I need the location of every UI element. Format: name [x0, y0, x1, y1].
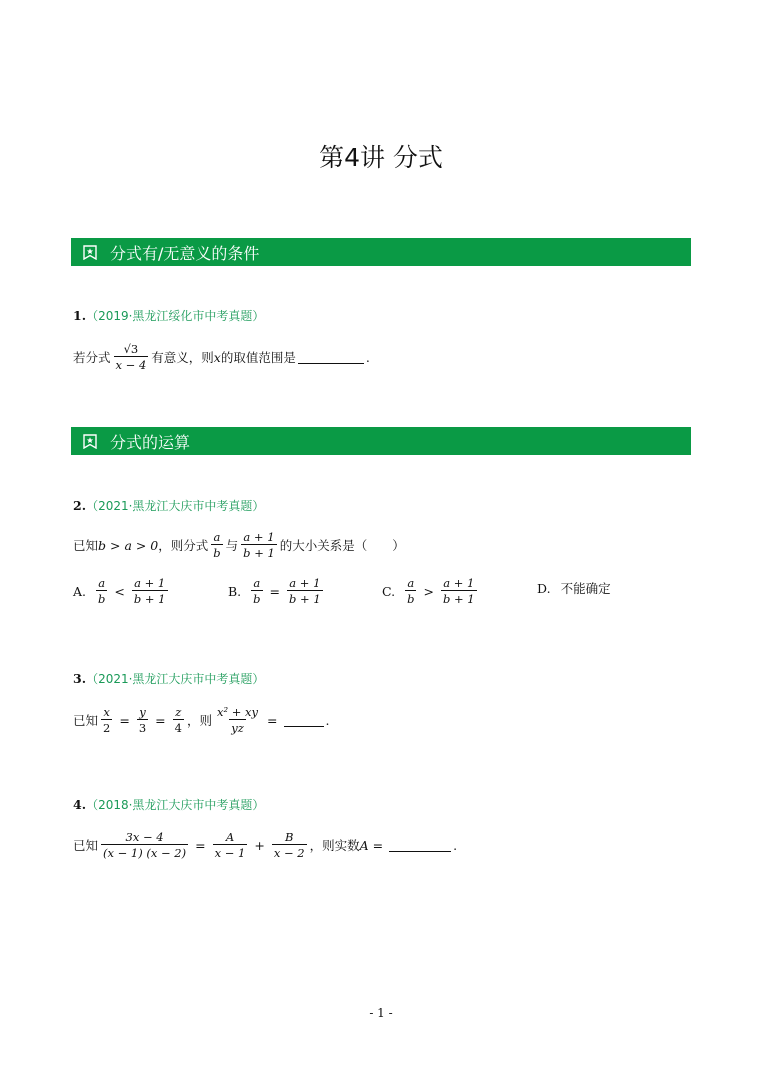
page-title: 第4讲 分式 [319, 143, 443, 172]
fraction: $\frac{√3}{x - 4}$ [115, 342, 147, 373]
question-header-4: 4.（2018·黑龙江大庆市中考真题） [73, 797, 265, 812]
section-header-2 [71, 427, 691, 455]
question-body-1: 若分式 $\frac{√3}{x - 4}$ 有意义，则 x 的取值范围是 . [73, 342, 370, 373]
section-label: 分式有/无意义的条件 [110, 243, 260, 263]
question-body-3: 已知 $\frac{x}{2}$ = $\frac{y}{3}$ = $\frac{z}{4}$ ，则 $\frac{\text{x² + xy}}{yz}$ = . [73, 705, 330, 736]
question-body-2: 已知 b > a > 0 ，则分式 $\frac{a}{b}$ 与 $\frac{a + 1}{b + 1}$ 的大小关系是（ ） [73, 530, 405, 561]
question-source: （2019·黑龙江绥化市中考真题） [86, 309, 265, 323]
question-body-4: 已知 $\frac{3x - 4}{(x - 1) (x - 2)}$ = $\frac{A}{x - 1}$ + $\frac{B}{x - 2}$ ，则实数 A = . [73, 830, 458, 861]
option-d[interactable]: D. 不能确定 [537, 580, 611, 596]
question-header-2: 2.（2021·黑龙江大庆市中考真题） [73, 498, 265, 513]
section-label: 分式的运算 [110, 432, 191, 452]
answer-blank[interactable] [298, 351, 364, 364]
option-b[interactable]: B. $\frac{a}{b}$ = $\frac{a + 1}{b + 1}$ [228, 576, 321, 607]
question-header-3: 3.（2021·黑龙江大庆市中考真题） [73, 671, 265, 686]
section-header-1 [71, 238, 691, 266]
option-a[interactable]: A. $\frac{a}{b}$ < $\frac{a + 1}{b + 1}$ [73, 576, 166, 607]
answer-blank[interactable] [284, 714, 324, 727]
page-number: - 1 - [369, 1006, 393, 1020]
question-source: （2018·黑龙江大庆市中考真题） [86, 798, 265, 812]
fraction: $\frac{a + 1}{b + 1}$ [243, 530, 275, 561]
option-c[interactable]: C. $\frac{a}{b}$ > $\frac{a + 1}{b + 1}$ [382, 576, 475, 607]
question-header-1: 1.（2019·黑龙江绥化市中考真题） [73, 308, 265, 323]
question-source: （2021·黑龙江大庆市中考真题） [86, 672, 265, 686]
fraction: $\frac{a}{b}$ [213, 530, 221, 561]
question-source: （2021·黑龙江大庆市中考真题） [86, 499, 265, 513]
answer-blank[interactable] [389, 839, 451, 852]
bookmark-star-icon [83, 434, 97, 449]
bookmark-star-icon [83, 245, 97, 260]
